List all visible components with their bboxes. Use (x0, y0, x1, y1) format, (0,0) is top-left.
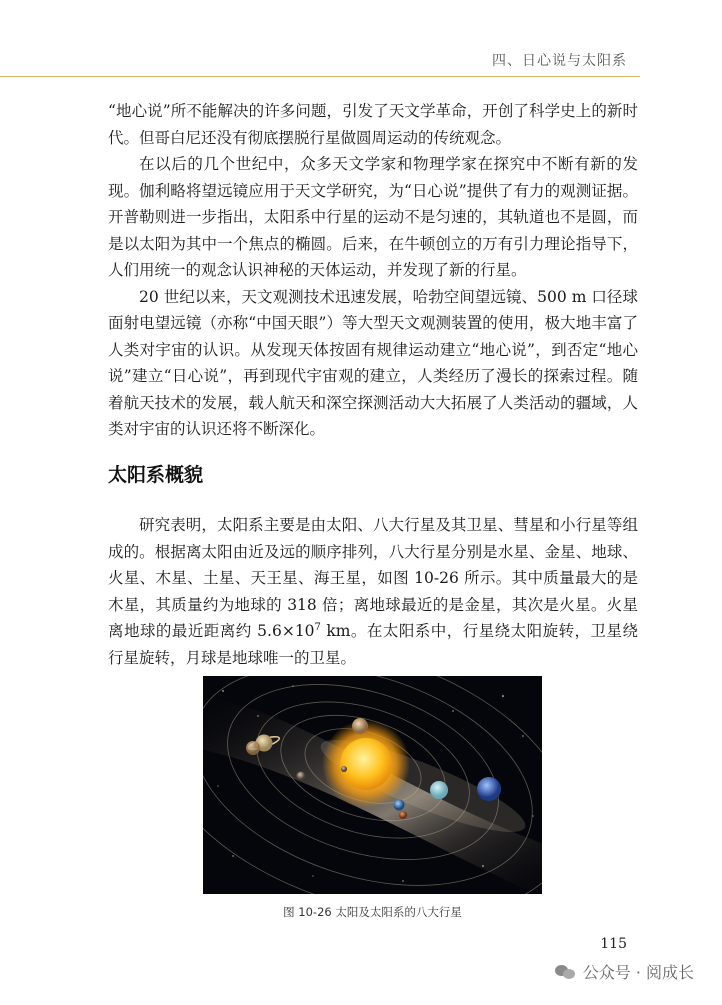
gas-giant (246, 741, 260, 755)
solar-system-illustration (203, 676, 542, 894)
page-number: 115 (600, 936, 627, 952)
earth (394, 800, 405, 811)
paragraph-text: 研究表明，太阳系主要是由太阳、八大行星及其卫星、彗星和小行星等组成的。根据离太阳由近及远的顺序排列，八大行星分别是水星、金星、地球、火星、木星、土星、天王星、海王星，如图 10-26 所示。其中质量最大的是木星，其质量约为地球的 318 倍；离地球最近的是金星，其次是火星。火星离地球的最近距离约 5.6×10 (108, 516, 638, 640)
exponent: 7 (314, 621, 321, 633)
paragraph-text: km。在太阳系中，行星绕太阳旋转，卫星绕行星旋转，月球是地球唯一的卫星。 (108, 622, 638, 667)
solar-system-figure (203, 676, 542, 894)
body-text-block-1 (108, 98, 638, 443)
watermark-text: 公众号 · 阅成长 (582, 963, 694, 982)
wechat-icon (555, 963, 577, 981)
paragraph: “地心说”所不能解决的许多问题，引发了天文学革命，开创了科学史上的新时代。但哥白尼还没有彻底摆脱行星做圆周运动的传统观念。 (108, 102, 638, 147)
body-text-block-2 (108, 512, 638, 671)
paragraph: 20 世纪以来，天文观测技术迅速发展，哈勃空间望远镜、500 m 口径球面射电望远镜（亦称“中国天眼”）等大型天文观测装置的使用，极大地丰富了人类对宇宙的认识。从发现天体按固有规律运动建立“地心说”，到否定“地心说”建立“日心说”，再到现代宇宙观的建立，人类经历了漫长的探索过程。随着航天技术的发展，载人航天和深空探测活动大大拓展了人类活动的疆域，人类对宇宙的认识还将不断深化。 (108, 287, 638, 438)
mars (399, 811, 407, 819)
running-header: 四、日心说与太阳系 (492, 53, 627, 69)
paragraph: 在以后的几个世纪中，众多天文学家和物理学家在探究中不断有新的发现。伽利略将望远镜应用于天文学研究，为“日心说”提供了有力的观测证据。开普勒则进一步指出，太阳系中行星的运动不是匀速的，其轨道也不是圆，而是以太阳为其中一个焦点的椭圆。后来，在牛顿创立的万有引力理论指导下，人们用统一的观念认识神秘的天体运动，并发现了新的行星。 (108, 155, 638, 279)
jupiter (352, 718, 368, 734)
figure-caption: 图 10-26 太阳及太阳系的八大行星 (283, 905, 462, 919)
paragraph (108, 512, 638, 671)
neptune (477, 777, 501, 801)
section-title: 太阳系概貌 (108, 464, 204, 486)
header-rule (0, 76, 640, 77)
uranus (430, 781, 448, 799)
watermark (555, 960, 694, 983)
sun (340, 738, 392, 790)
venus (297, 772, 306, 781)
mercury (341, 766, 347, 772)
